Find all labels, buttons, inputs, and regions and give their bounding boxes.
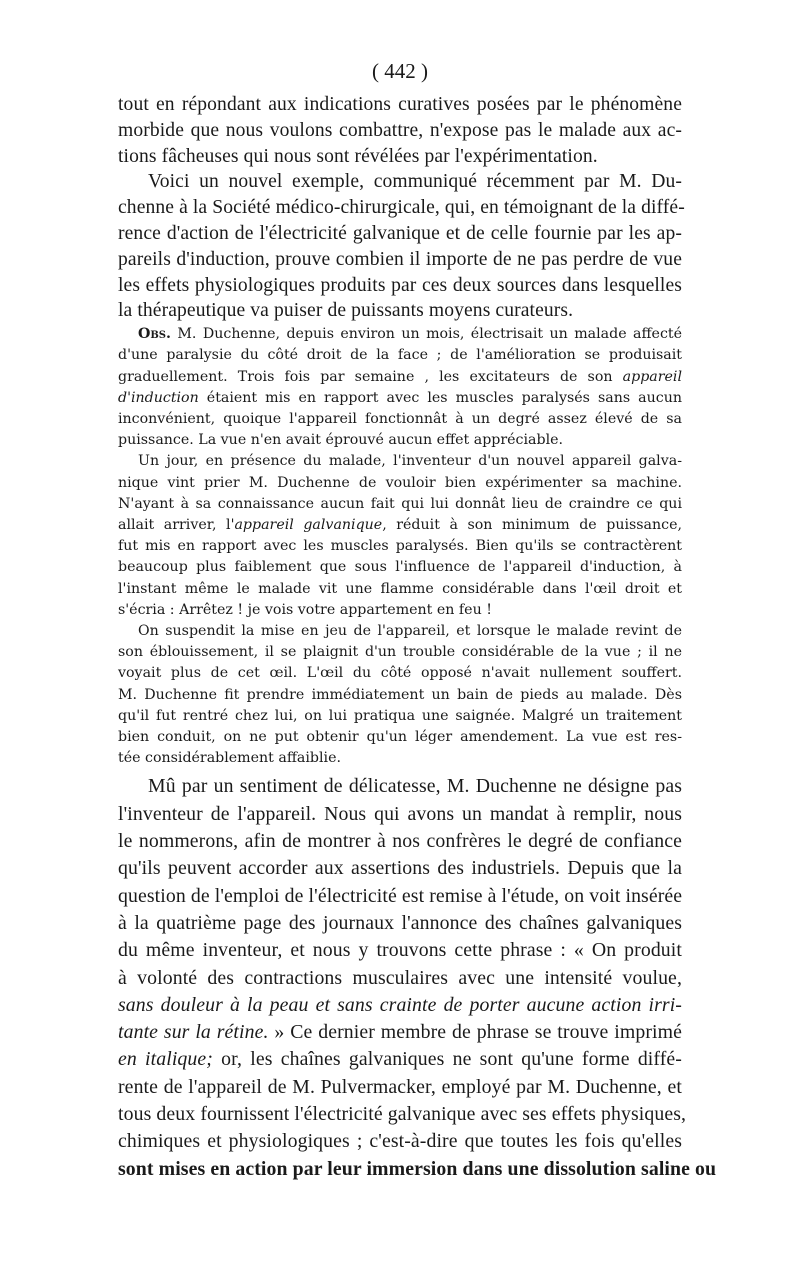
text-line: le nommerons, afin de montrer à nos confrères le degré de confiance: [118, 830, 682, 853]
text-line: voyait plus de cet œil. L'œil du côté opposé n'avait nullement souffert.: [118, 665, 682, 682]
obs-label: Obs.: [138, 326, 171, 343]
text-line: l'instant même le malade vit une flamme considérable dans l'œil droit et: [118, 580, 682, 597]
text-line: l'inventeur de l'appareil. Nous qui avons un mandat à remplir, nous: [118, 802, 682, 825]
text-line: son éblouissement, il se plaignit d'un trouble considérable de la vue ; il ne: [118, 644, 682, 661]
text-line: sans douleur à la peau et sans crainte de porter aucune action irri-: [118, 993, 682, 1016]
text-fragment: graduellement. Trois fois par semaine , les excitateurs de son: [118, 368, 623, 385]
italic-text: d'induction: [118, 389, 199, 406]
text-line: d'une paralysie du côté droit de la face ; de l'amélioration se produisait: [118, 347, 682, 364]
text-line: [118, 515, 682, 536]
page-number: ( 442 ): [372, 59, 428, 83]
text-line: [118, 388, 682, 409]
text-line: N'ayant à sa connaissance aucun fait qui lui donnât lieu de craindre ce qui: [118, 495, 682, 512]
text-line: tout en répondant aux indications curatives posées par le phénomène: [118, 94, 682, 115]
text-line: [118, 1019, 682, 1046]
text-line: [118, 367, 682, 388]
text-fragment: M. Duchenne, depuis environ un mois, électrisait un malade affecté: [170, 326, 682, 343]
text-line: la thérapeutique va puiser de puissants moyens curateurs.: [118, 300, 574, 322]
aftermath-paragraph: [118, 621, 682, 769]
text-line: s'écria : Arrêtez ! je vois votre appartement en feu !: [118, 601, 492, 618]
text-line: [118, 1046, 682, 1073]
text-line: puissance. La vue n'en avait éprouvé aucun effet appréciable.: [118, 432, 564, 449]
italic-text: appareil galvanique: [234, 517, 383, 533]
text-line: inconvénient, quoique l'appareil fonctionnât à un degré assez élevé de sa: [118, 410, 682, 427]
italic-text: en italique;: [118, 1048, 213, 1071]
incident-paragraph: [118, 451, 682, 621]
text-line: chimiques et physiologiques ; c'est-à-dire que toutes les fois qu'elles: [118, 1130, 682, 1153]
text-line: qu'ils peuvent accorder aux assertions des industriels. Depuis que la: [118, 857, 682, 880]
italic-text: tante sur la rétine.: [118, 1021, 269, 1044]
text-line: les effets physiologiques produits par ces deux sources dans lesquelles: [118, 274, 682, 296]
text-line: chenne à la Société médico-chirurgicale, qui, en témoignant de la diffé-: [118, 197, 685, 219]
text-line: tous deux fournissent l'électricité galvanique avec ses effets physiques,: [118, 1103, 687, 1125]
text-line: Mû par un sentiment de délicatesse, M. Duchenne ne désigne pas: [148, 775, 682, 798]
commentary-paragraph: [118, 773, 717, 1182]
text-fragment: étaient mis en rapport avec les muscles paralysés sans aucun: [206, 389, 682, 406]
text-line: fut mis en rapport avec les muscles paralysés. Bien qu'ils se contractèrent: [118, 538, 682, 555]
text-line: sont mises en action par leur immersion dans une dissolution saline ou: [118, 1157, 717, 1180]
text-fragment: allait arriver, l': [118, 517, 235, 533]
text-line: rente de l'appareil de M. Pulvermacker, employé par M. Duchenne, et: [118, 1075, 682, 1098]
text-line: nique vint prier M. Duchenne de vouloir bien expérimenter sa machine.: [118, 474, 682, 491]
text-line: [118, 324, 682, 345]
text-line: tée considérablement affaiblie.: [118, 750, 341, 767]
text-line: beaucoup plus faiblement que sous l'influence de l'appareil d'induction, à: [118, 559, 682, 576]
text-line: morbide que nous voulons combattre, n'expose pas le malade aux ac-: [118, 119, 682, 141]
text-line: question de l'emploi de l'électricité est remise à l'étude, on voit insérée: [118, 884, 683, 907]
text-fragment: » Ce dernier membre de phrase se trouve imprimé: [268, 1021, 682, 1044]
paragraph-new-example: [118, 169, 685, 324]
italic-text: appareil: [622, 368, 682, 385]
text-line: à la quatrième page des journaux l'annonce des chaînes galvaniques: [118, 911, 682, 934]
text-line: à volonté des contractions musculaires avec une intensité voulue,: [118, 966, 682, 989]
text-fragment: , réduit à son minimum de puissance,: [382, 517, 682, 533]
text-line: On suspendit la mise en jeu de l'appareil, et lorsque le malade revint de: [138, 623, 682, 640]
text-fragment: or, les chaînes galvaniques ne sont qu'une forme diffé-: [212, 1048, 682, 1071]
text-line: rence d'action de l'électricité galvanique et de celle fournie par les ap-: [118, 222, 682, 244]
text-line: tions fâcheuses qui nous sont révélées par l'expérimentation.: [118, 145, 598, 167]
text-line: qu'il fut rentré chez lui, on lui pratiqua une saignée. Malgré un traitement: [118, 707, 682, 724]
text-line: pareils d'induction, prouve combien il importe de ne pas perdre de vue: [118, 248, 682, 270]
text-line: bien conduit, on ne put obtenir qu'un léger amendement. La vue est res-: [118, 729, 682, 746]
paragraph-continuation: [118, 92, 682, 169]
text-line: M. Duchenne fit prendre immédiatement un bain de pieds au malade. Dès: [118, 686, 682, 703]
text-line: du même inventeur, et nous y trouvons cette phrase : « On produit: [118, 939, 682, 962]
observation-paragraph: [118, 324, 682, 451]
text-line: Un jour, en présence du malade, l'inventeur d'un nouvel appareil galva-: [138, 453, 682, 470]
text-line: Voici un nouvel exemple, communiqué récemment par M. Du-: [148, 171, 682, 193]
